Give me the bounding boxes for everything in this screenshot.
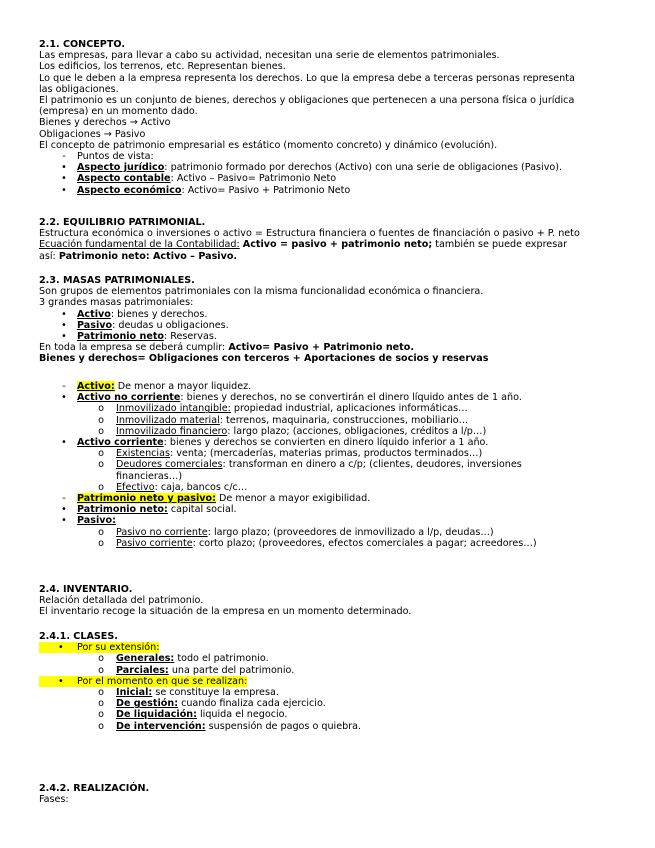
section-realizacion [39, 783, 639, 805]
list-text: Por su extensión: [77, 642, 160, 654]
list-item [39, 331, 639, 342]
masas-detail [39, 381, 639, 549]
list-item [39, 381, 639, 392]
list-item [39, 527, 639, 538]
bullet-marker: • [61, 504, 67, 516]
term-text: : Reservas. [164, 331, 217, 343]
term-text: financieras…) [116, 470, 183, 482]
term-label: Activo no corriente [77, 392, 181, 404]
term-label: Inmovilizado financiero [116, 425, 228, 437]
term-text: cuando finaliza cada ejercicio. [178, 698, 326, 710]
term-text: : venta; (mercaderías, materias primas, productos terminados…) [169, 448, 483, 460]
section-title: 2.3. MASAS PATRIMONIALES. [39, 275, 195, 286]
dash-marker: - [62, 493, 66, 505]
bold-text: Patrimonio neto: Activo – Pasivo. [58, 250, 238, 262]
circle-marker: o [98, 481, 104, 493]
section-title: 2.4.1. CLASES. [39, 631, 118, 642]
term-label: Deudores comerciales [116, 459, 223, 471]
bullet-marker: • [61, 308, 67, 320]
dash-marker: - [62, 381, 66, 392]
section-title: 2.2. EQUILIBRIO PATRIMONIAL. [39, 217, 206, 228]
term-text: : caja, bancos c/c… [154, 481, 248, 493]
list-item [39, 653, 639, 664]
paragraph-line: El patrimonio es un conjunto de bienes, derechos y obligaciones que pertenecen a una persona física o jurídica [39, 95, 575, 107]
list-item [39, 504, 639, 515]
list-item [39, 676, 639, 687]
term-text: : Activo= Pasivo + Patrimonio Neto [181, 184, 351, 196]
term-text: : bienes y derechos. [110, 308, 208, 320]
section-clases [39, 631, 639, 732]
term-text: propiedad industrial, aplicaciones informáticas… [230, 403, 468, 415]
term-label: Activo corriente [77, 437, 164, 449]
paragraph-line: Lo que le deben a la empresa representa los derechos. Lo que la empresa debe a terceras personas representa [39, 72, 575, 84]
term-label: Generales: [116, 653, 175, 665]
bullet-marker: • [61, 515, 67, 527]
section-title: 2.4.2. REALIZACIÓN. [39, 783, 150, 794]
paragraph-line [39, 251, 639, 262]
bullet-marker: • [61, 184, 67, 196]
list-item [39, 162, 639, 173]
term-label: Aspecto jurídico [77, 162, 165, 174]
term-label: Existencias [116, 448, 170, 460]
term-text: : Activo – Pasivo= Patrimonio Neto [170, 173, 337, 185]
circle-marker: o [98, 709, 104, 721]
term-label: Pasivo no corriente [116, 526, 208, 538]
term-text: una parte del patrimonio. [168, 664, 295, 676]
term-label: Pasivo corriente [116, 537, 193, 549]
term-label: Pasivo: [77, 515, 116, 527]
circle-marker: o [98, 526, 104, 538]
term-text: : transforman en dinero a c/p; (clientes, deudores, inversiones [222, 459, 522, 471]
paragraph-line: El inventario recoge la situación de la empresa en un momento determinado. [39, 606, 412, 618]
term-label: Efectivo [116, 481, 155, 493]
paragraph-line: 3 grandes masas patrimoniales: [39, 297, 194, 309]
paragraph-line: Bienes y derechos → Activo [39, 117, 171, 129]
term-label: Aspecto económico [77, 184, 182, 196]
plain-text: también se puede expresar [432, 239, 568, 251]
term-label: Activo: [77, 381, 115, 392]
bold-text: Activo = pasivo + patrimonio neto; [242, 239, 433, 251]
term-text: se constituye la empresa. [152, 687, 279, 699]
highlight-row [39, 676, 247, 687]
list-item [39, 448, 639, 459]
bullet-marker: • [61, 392, 67, 404]
circle-marker: o [98, 403, 104, 415]
circle-marker: o [98, 459, 104, 471]
term-text: capital social. [167, 504, 237, 516]
term-text: : largo plazo; (proveedores de inmovilizado a l/p, deudas…) [207, 526, 494, 538]
circle-marker: o [98, 664, 104, 676]
list-item [39, 415, 639, 426]
term-label: Patrimonio neto y pasivo: [77, 493, 216, 505]
term-text: : largo plazo; (acciones, obligaciones, créditos a l/p…) [227, 425, 487, 437]
section-title: 2.4. INVENTARIO. [39, 584, 133, 595]
term-label: De gestión: [116, 698, 179, 710]
term-text: De menor a mayor exigibilidad. [215, 493, 371, 505]
paragraph-line: Son grupos de elementos patrimoniales con la misma funcionalidad económica o financiera. [39, 286, 484, 298]
paragraph-line [39, 239, 639, 250]
list-item [39, 721, 639, 732]
term-label: Activo [77, 308, 111, 320]
list-item [39, 151, 639, 162]
plain-text: así: [39, 250, 59, 262]
paragraph-line: Fases: [39, 794, 69, 806]
dash-marker: - [62, 151, 66, 163]
paragraph-line: las obligaciones. [39, 83, 119, 95]
list-text: Puntos de vista: [77, 151, 154, 163]
circle-marker: o [98, 720, 104, 732]
term-label: Inmovilizado intangible: [116, 403, 231, 415]
list-item [39, 493, 639, 504]
bullet-marker: • [61, 162, 67, 174]
list-item [39, 309, 639, 320]
bold-text: Activo= Pasivo + Patrimonio neto. [228, 342, 414, 354]
list-item-continuation [39, 471, 639, 482]
section-masas [39, 275, 639, 365]
paragraph-line: Las empresas, para llevar a cabo su actividad, necesitan una serie de elementos patrimoniales. [39, 50, 500, 62]
bullet-marker: • [58, 675, 64, 687]
list-item [39, 173, 639, 184]
underlined-text: Ecuación fundamental de la Contabilidad: [39, 239, 240, 251]
list-text: Por el momento en que se realizan: [77, 675, 248, 687]
bullet-marker: • [61, 319, 67, 331]
term-label: De intervención: [116, 720, 206, 732]
list-item [39, 687, 639, 698]
list-item [39, 185, 639, 196]
highlight-row [39, 642, 159, 653]
section-title: 2.1. CONCEPTO. [39, 39, 125, 50]
paragraph-line: Bienes y derechos= Obligaciones con terceros + Aportaciones de socios y reservas [39, 353, 489, 365]
list-item [39, 538, 639, 549]
term-text: : bienes y derechos se convierten en dinero líquido inferior a 1 año. [163, 437, 489, 449]
bullet-marker: • [61, 331, 67, 343]
paragraph-line: Obligaciones → Pasivo [39, 128, 146, 140]
list-item [39, 403, 639, 414]
term-label: Inmovilizado material [116, 414, 220, 426]
circle-marker: o [98, 448, 104, 460]
section-equilibrio [39, 217, 639, 262]
list-item [39, 392, 639, 403]
list-item [39, 426, 639, 437]
list-item [39, 642, 639, 653]
section-inventario [39, 584, 639, 618]
paragraph-line: Los edificios, los terrenos, etc. Representan bienes. [39, 61, 286, 73]
circle-marker: o [98, 653, 104, 665]
term-label: De liquidación: [116, 709, 197, 721]
list-item [39, 709, 639, 720]
plain-text: En toda la empresa se deberá cumplir: [39, 342, 229, 354]
circle-marker: o [98, 687, 104, 699]
paragraph-line [39, 342, 639, 353]
list-item [39, 437, 639, 448]
circle-marker: o [98, 414, 104, 426]
term-text: todo el patrimonio. [174, 653, 269, 665]
circle-marker: o [98, 425, 104, 437]
paragraph-line: (empresa) en un momento dado. [39, 106, 198, 118]
term-text: : patrimonio formado por derechos (Activo) con una serie de obligaciones (Pasivo). [164, 162, 563, 174]
term-text: : terrenos, maquinaria, construcciones, mobiliario… [219, 414, 469, 426]
list-item [39, 665, 639, 676]
paragraph-line: El concepto de patrimonio empresarial es estático (momento concreto) y dinámico (evolución). [39, 139, 498, 151]
list-item [39, 515, 639, 526]
list-item [39, 698, 639, 709]
circle-marker: o [98, 537, 104, 549]
list-item [39, 482, 639, 493]
list-item [39, 320, 639, 331]
bullet-marker: • [58, 642, 64, 654]
term-text: : deudas u obligaciones. [112, 319, 229, 331]
paragraph-line: Relación detallada del patrimonio. [39, 595, 204, 607]
term-label: Patrimonio neto [77, 331, 165, 343]
term-text: suspensión de pagos o quiebra. [205, 720, 362, 732]
term-label: Aspecto contable [77, 173, 171, 185]
term-text: liquida el negocio. [196, 709, 288, 721]
bullet-marker: • [61, 173, 67, 185]
term-label: Parciales: [116, 664, 169, 676]
section-concepto [39, 39, 639, 196]
term-label: Patrimonio neto: [77, 504, 168, 516]
term-text: De menor a mayor liquidez. [114, 381, 252, 392]
term-label: Inicial: [116, 687, 153, 699]
term-text: : corto plazo; (proveedores, efectos comerciales a pagar; acreedores…) [192, 537, 537, 549]
term-label: Pasivo [77, 319, 113, 331]
circle-marker: o [98, 698, 104, 710]
bullet-marker: • [61, 437, 67, 449]
list-item [39, 459, 639, 470]
term-text: : bienes y derechos, no se convertirán el dinero líquido antes de 1 año. [180, 392, 522, 404]
paragraph-line: Estructura económica o inversiones o activo = Estructura financiera o fuentes de financiación o pasivo + P. neto [39, 228, 580, 240]
